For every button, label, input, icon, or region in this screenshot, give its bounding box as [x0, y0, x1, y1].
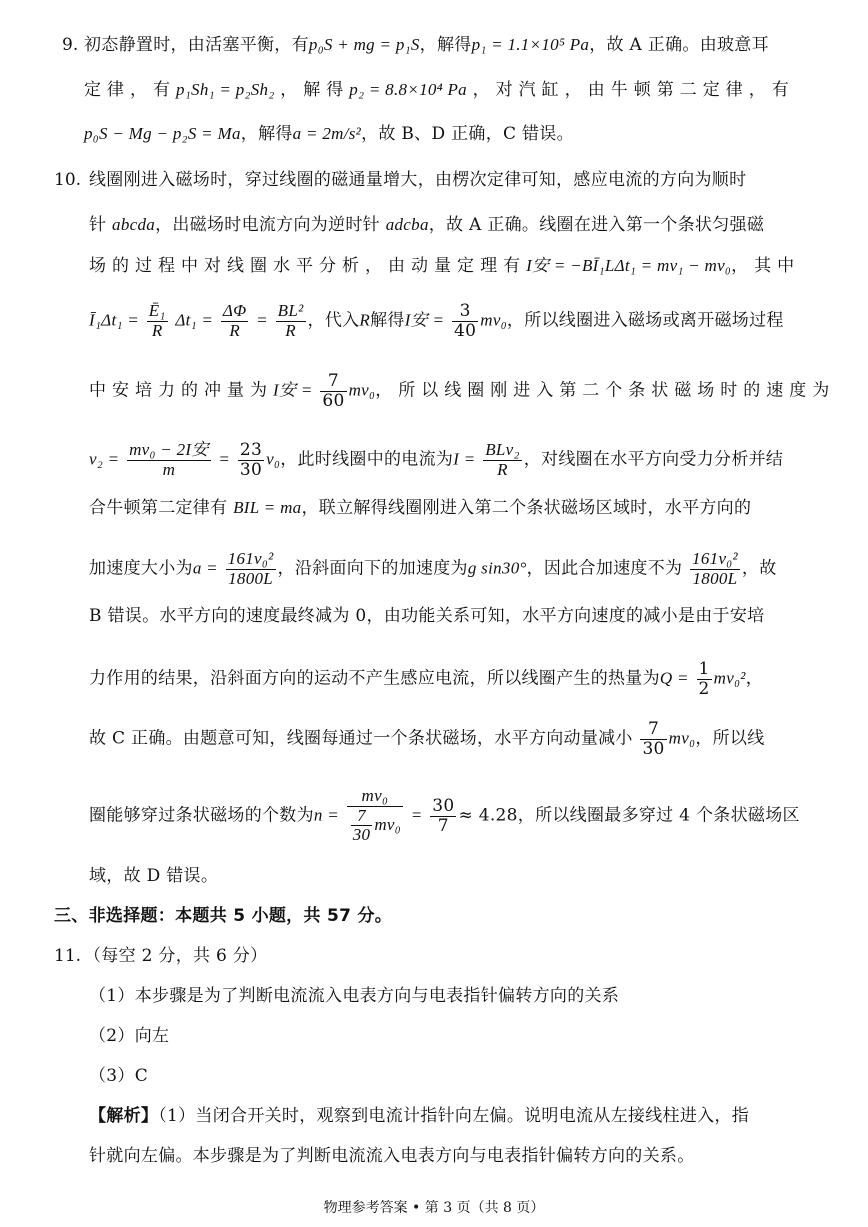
text: ，故 A 正确。线圈在进入第一个条状匀强磁	[428, 215, 765, 235]
text: ，此时线圈中的电流为	[280, 449, 454, 470]
text: ，所以线圈最多穿过 4 个条状磁场区	[517, 805, 800, 826]
fraction	[452, 302, 478, 340]
fraction	[640, 720, 666, 758]
equation: n =	[313, 805, 340, 825]
q10-line-9: B 错误。水平方向的速度最终减为 0，由功能关系可知，水平方向速度的减小是由于安培	[89, 606, 765, 626]
text: ，故	[741, 558, 777, 579]
question-number: 11.	[54, 946, 82, 966]
text: 故 C 正确。由题意可知，线圈每通过一个条状磁场，水平方向动量减小	[89, 728, 633, 749]
equation: p₁ = 1.1×10⁵ Pa	[471, 35, 590, 54]
q10-line-13: 域，故 D 错误。	[89, 866, 219, 886]
equation: I安 = −BĪ₁LΔt₁ = mv₁ − mv₀	[526, 256, 732, 275]
page-footer: 物理参考答案 • 第 3 页（共 8 页）	[323, 1200, 545, 1216]
equation: a =	[192, 558, 218, 578]
numerator: 3	[452, 302, 478, 322]
denominator: R	[151, 320, 163, 340]
equation: =	[410, 805, 423, 825]
q11-analysis-1	[89, 1104, 749, 1128]
fraction	[127, 441, 211, 479]
text: 中 安 培 力 的 冲 量 为	[89, 380, 268, 401]
fraction	[697, 660, 712, 698]
equation: mv₀	[480, 310, 507, 330]
fraction	[238, 441, 264, 479]
text: ， 解 得	[280, 80, 344, 100]
equation: I安 =	[273, 380, 313, 400]
text: 加速度大小为	[89, 558, 193, 579]
text: 圈能够穿过条状磁场的个数为	[89, 805, 314, 826]
denominator: 1800L	[228, 568, 274, 588]
numerator: 7	[320, 372, 346, 392]
q11-header: （每空 2 分，共 6 分）	[84, 946, 268, 966]
equation: abcda	[112, 215, 156, 234]
numerator: BL²	[277, 301, 304, 320]
fraction	[226, 550, 276, 588]
text: ，所以线	[695, 728, 765, 749]
fraction	[221, 302, 249, 340]
numerator: 1	[698, 659, 710, 679]
denominator: 30	[239, 459, 263, 480]
fraction	[690, 550, 740, 588]
numerator: Ē₁	[148, 301, 166, 320]
equation: a = 2m/s²	[292, 124, 362, 143]
text: ，解得	[419, 35, 472, 55]
q10-line-2	[89, 213, 764, 237]
equation: p₂ = 8.8×10⁴ Pa	[349, 80, 467, 99]
q11-answer-3: （3）C	[89, 1066, 149, 1086]
text: 力作用的结果，沿斜面方向的运动不产生感应电流，所以线圈产生的热量为	[89, 668, 660, 689]
denominator	[347, 807, 403, 845]
text: ，沿斜面向下的加速度为	[277, 558, 468, 579]
text: ，故 B、D 正确，C 错误。	[361, 124, 574, 144]
equation: g sin30°	[467, 558, 527, 578]
q10-line-12	[89, 787, 800, 845]
text: ， 对 汽 缸 ， 由 牛 顿 第 二 定 律 ， 有	[472, 80, 790, 100]
text: ， 所 以 线 圈 刚 进 入 第 二 个 条 状 磁 场 时 的 速 度 为	[375, 380, 830, 401]
q9-line-2	[84, 78, 789, 102]
fraction	[347, 787, 403, 845]
text: 场 的 过 程 中 对 线 圈 水 平 分 析 ， 由 动 量 定 理 有	[89, 256, 521, 276]
q10-line-4	[89, 302, 784, 340]
equation: =	[218, 449, 231, 469]
text: ， 其 中	[731, 256, 795, 276]
text: （1）当闭合开关时，观察到电流计指针向左偏。说明电流从左接线柱进入，指	[158, 1106, 750, 1126]
equation: mv₀²	[713, 668, 746, 688]
denominator: R	[497, 459, 508, 479]
numerator: 7	[640, 720, 666, 740]
q10-line-10	[89, 660, 763, 698]
equation: v₀	[266, 449, 281, 469]
question-number: 10.	[54, 170, 82, 190]
denominator: R	[285, 320, 296, 340]
equation: p₀S − Mg − p₂S = Ma	[84, 124, 241, 143]
equation: I安 =	[404, 310, 445, 330]
q10-line-6	[89, 441, 783, 479]
text: ，出磁场时电流方向为逆时针	[155, 215, 380, 235]
section-heading: 三、非选择题：本题共 5 小题，共 57 分。	[54, 906, 393, 926]
q11-answer-1: （1）本步骤是为了判断电流流入电表方向与电表指针偏转方向的关系	[89, 986, 620, 1006]
text: ，对线圈在水平方向受力分析并结	[523, 449, 784, 470]
equation: p₀S + mg = p₁S	[308, 35, 420, 54]
equation: v₂ =	[89, 449, 120, 469]
analysis-label: 【解析】	[89, 1106, 159, 1126]
numerator: mv₀	[347, 787, 403, 807]
text: ，代入	[307, 310, 360, 331]
text: ，	[745, 668, 763, 689]
text: ，故 A 正确。由玻意耳	[589, 35, 769, 55]
fraction	[320, 372, 346, 410]
text: 定 律 ， 有	[84, 80, 171, 100]
equation: mv₀	[668, 728, 696, 748]
q9-line-3	[84, 122, 574, 146]
numerator: 7	[351, 807, 373, 827]
text: ，所以线圈进入磁场或离开磁场过程	[506, 310, 784, 331]
fraction	[483, 441, 522, 479]
fraction	[147, 302, 168, 340]
denominator: R	[229, 320, 241, 340]
q10-line-3	[89, 254, 794, 278]
denominator: 2	[698, 678, 710, 699]
denominator: 30	[352, 825, 371, 845]
denominator: 30	[642, 738, 665, 759]
denominator: m	[162, 459, 176, 479]
numerator: 23	[239, 440, 263, 460]
equation: p₁Sh₁ = p₂Sh₂	[176, 80, 275, 99]
equation: mv₀	[348, 380, 376, 400]
numerator: 161v₀²	[692, 549, 738, 568]
q10-line-5	[89, 372, 830, 410]
q10-line-11	[89, 720, 765, 758]
text: 解得	[370, 310, 405, 331]
fraction	[430, 797, 456, 835]
numerator: ΔΦ	[222, 301, 247, 320]
equation: BIL = ma	[233, 498, 302, 517]
equation: I =	[453, 449, 476, 469]
question-number: 9.	[62, 35, 79, 55]
denominator: 1800L	[692, 568, 738, 588]
numerator: 30	[432, 795, 455, 816]
text: 针	[89, 215, 107, 235]
equation: Q =	[659, 668, 689, 688]
denominator: 7	[437, 815, 449, 836]
equation: adcba	[385, 215, 429, 234]
text: ，因此合加速度不为	[526, 558, 683, 579]
fraction	[276, 302, 306, 340]
equation: Ī₁Δt₁ =	[89, 310, 140, 330]
fraction	[351, 807, 373, 845]
equation: =	[256, 310, 268, 330]
denominator: 60	[322, 390, 345, 411]
numerator: BLv₂	[485, 440, 520, 459]
equation: mv₀	[374, 814, 401, 834]
q10-line-7	[89, 496, 751, 520]
numerator: 161v₀²	[227, 549, 274, 568]
q10-line-1: 线圈刚进入磁场时，穿过线圈的磁通量增大，由楞次定律可知，感应电流的方向为顺时	[89, 170, 747, 190]
q11-answer-2: （2）向左	[89, 1026, 170, 1046]
text: 初态静置时，由活塞平衡，有	[84, 35, 309, 55]
equation: Δt₁ =	[175, 310, 214, 330]
text: ，解得	[240, 124, 293, 144]
q10-line-8	[89, 550, 777, 588]
equation: ≈ 4.28	[458, 805, 518, 826]
q9-line-1	[84, 33, 769, 57]
q11-analysis-2: 针就向左偏。本步骤是为了判断电流流入电表方向与电表指针偏转方向的关系。	[89, 1146, 695, 1166]
text: 合牛顿第二定律有	[89, 498, 228, 518]
denominator: 40	[454, 320, 477, 341]
text: ，联立解得线圈刚进入第二个条状磁场区域时，水平方向的	[301, 498, 752, 518]
numerator: mv₀ − 2I安	[129, 440, 209, 459]
equation: R	[359, 310, 371, 330]
